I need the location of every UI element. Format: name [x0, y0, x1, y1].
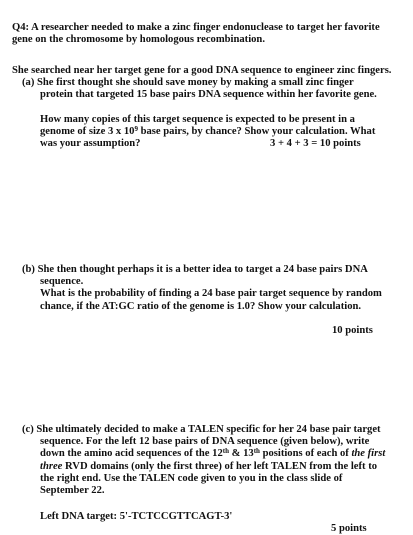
part-a-question-text: base pairs, by chance? Show your calculation. What	[137, 126, 376, 138]
part-a-question-line	[40, 126, 390, 138]
part-c-text: & 13	[228, 448, 254, 460]
part-b-statement	[22, 264, 382, 313]
part-c-line: sequence. For the left 12 base pairs of DNA sequence (given below), write	[40, 436, 370, 448]
dna-target-label: Left DNA target: 5'-TCTCCGTTCAGT-3'	[40, 511, 233, 522]
part-c-points: 5 points	[331, 523, 367, 534]
part-a-question-line: How many copies of this target sequence is expected to be present in a	[40, 114, 355, 125]
part-a-question-line	[40, 138, 390, 150]
part-a-points: 3 + 4 + 3 = 10 points	[270, 138, 361, 150]
intro-text	[12, 65, 391, 77]
part-b-points: 10 points	[332, 325, 373, 336]
exponent: 9	[134, 125, 138, 134]
part-c-line	[22, 448, 385, 460]
ordinal-suffix: th	[253, 447, 260, 456]
part-c-emphasis: three	[40, 460, 63, 472]
part-c-text: RVD domains (only the first three) of her left TALEN from the left to	[62, 460, 378, 472]
part-c-statement	[22, 424, 385, 497]
part-c-line	[22, 461, 385, 473]
part-a-question-text: was your assumption?	[40, 138, 141, 150]
intro-line: She searched near her target gene for a good DNA sequence to engineer zinc fingers.	[12, 65, 392, 76]
ordinal-suffix: th	[222, 447, 229, 456]
part-b-line: What is the probability of finding a 24 base pair target sequence by random	[40, 288, 382, 300]
part-c-text: positions of each of	[259, 448, 352, 460]
part-b-line: sequence.	[40, 276, 84, 288]
question-title	[12, 22, 380, 46]
part-b-line: chance, if the AT:GC ratio of the genome is 1.0? Show your calculation.	[40, 300, 362, 312]
part-c-emphasis: the first	[351, 448, 386, 460]
part-b-line: (b) She then thought perhaps it is a better idea to target a 24 base pairs DNA	[22, 264, 368, 275]
part-c-line: the right end. Use the TALEN code given to you in the class slide of	[40, 472, 343, 484]
part-c-text: down the amino acid sequences of the 12	[40, 448, 223, 460]
part-a-question-text: genome of size 3 x 10	[40, 126, 135, 138]
part-c-line: (c) She ultimately decided to make a TALEN specific for her 24 base pair target	[22, 424, 381, 435]
question-title-line: Q4: A researcher needed to make a zinc finger endonuclease to target her favorite	[12, 22, 380, 33]
part-a-line: (a) She first thought she should save money by making a small zinc finger	[22, 77, 354, 88]
part-a-line: protein that targeted 15 base pairs DNA sequence within her favorite gene.	[40, 89, 377, 101]
part-c-line: September 22.	[40, 485, 105, 497]
question-title-line: gene on the chromosome by homologous recombination.	[12, 34, 265, 46]
part-a-question	[40, 114, 390, 151]
part-a-statement	[22, 77, 377, 101]
